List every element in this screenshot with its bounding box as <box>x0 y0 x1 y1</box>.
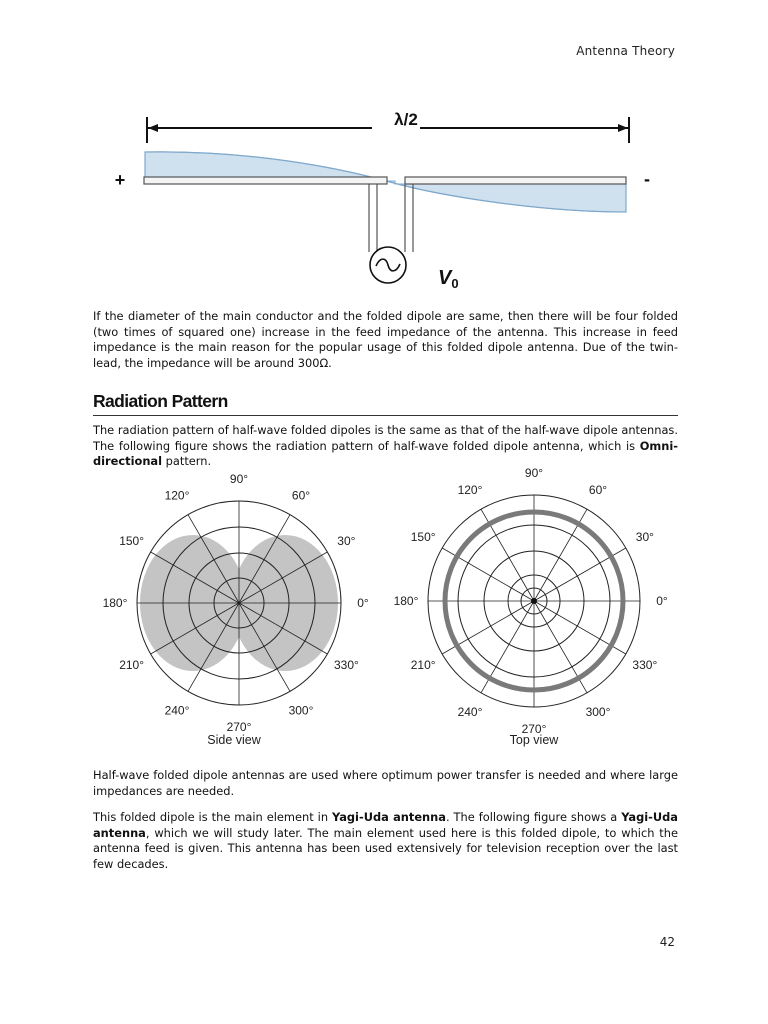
paragraph-yagi-uda: This folded dipole is the main element in Yagi-Uda antenna. The following figure shows a Yagi-Uda antenna, which we will study later. The main element used here is this folded dipole, to which the antenna feed is given. This antenna has been used extensively for television reception over the last few decades. <box>93 810 678 871</box>
polar-angle-label: 180° <box>393 594 419 608</box>
polar-angle-label: 0° <box>357 596 369 610</box>
top-view-caption: Top view <box>509 733 559 747</box>
polar-angle-label: 180° <box>102 596 128 610</box>
polar-angle-label: 150° <box>119 534 145 548</box>
polar-angle-label: 90° <box>229 472 249 486</box>
dimension-line <box>147 117 629 143</box>
polar-angle-label: 210° <box>119 658 145 672</box>
polar-angle-label: 60° <box>588 483 608 498</box>
top-view-polar-plot <box>394 466 668 747</box>
polar-angle-label: 120° <box>457 483 483 498</box>
radiation-pattern-figure <box>0 466 768 760</box>
polar-angle-label: 60° <box>291 488 311 503</box>
page-number: 42 <box>659 935 675 949</box>
paragraph-radiation-pattern: The radiation pattern of half-wave folded dipoles is the same as that of the half-wave dipole antennas. The following figure shows the radiation pattern of half-wave folded dipole antenna, which is Omni-directional pattern. <box>93 423 678 469</box>
polar-angle-label: 240° <box>457 704 483 719</box>
polar-angle-label: 30° <box>337 534 356 548</box>
top-view-origin-dot <box>531 598 537 604</box>
polar-angle-label: 120° <box>164 488 190 503</box>
minus-terminal-label: - <box>644 169 650 189</box>
paragraph-feed-impedance: If the diameter of the main conductor and the folded dipole are same, then there will be four folded (two times of squared one) increase in the feed impedance of the antenna. This increase in feed impedance is the main reason for the popular usage of this folded dipole antenna. Due of the twin-lead, the impedance will be around 300Ω. <box>93 309 678 370</box>
polar-angle-label: 30° <box>635 530 654 544</box>
polar-angle-label: 330° <box>632 658 658 672</box>
polar-angle-label: 150° <box>410 530 436 544</box>
polar-angle-label: 0° <box>656 594 668 608</box>
running-header: Antenna Theory <box>576 44 675 58</box>
polar-angle-label: 300° <box>585 704 611 719</box>
polar-angle-label: 270° <box>521 722 547 736</box>
wavelength-label: λ/2 <box>394 110 418 129</box>
polar-angle-label: 240° <box>164 703 190 718</box>
folded-dipole-figure <box>0 0 768 300</box>
heading-rule <box>93 415 678 416</box>
polar-angle-label: 270° <box>226 720 252 734</box>
polar-angle-label: 330° <box>333 658 359 672</box>
paragraph-usage: Half-wave folded dipole antennas are used where optimum power transfer is needed and where large impedances are needed. <box>93 768 678 798</box>
polar-angle-label: 90° <box>524 466 544 480</box>
voltage-label: $V_0$ <box>438 267 459 291</box>
polar-angle-label: 210° <box>410 658 436 672</box>
plus-terminal-label: + <box>114 170 126 190</box>
section-heading: Radiation Pattern <box>93 391 228 411</box>
polar-angle-label: 300° <box>288 703 314 718</box>
side-view-polar-plot <box>103 472 369 747</box>
side-view-caption: Side view <box>207 733 261 747</box>
